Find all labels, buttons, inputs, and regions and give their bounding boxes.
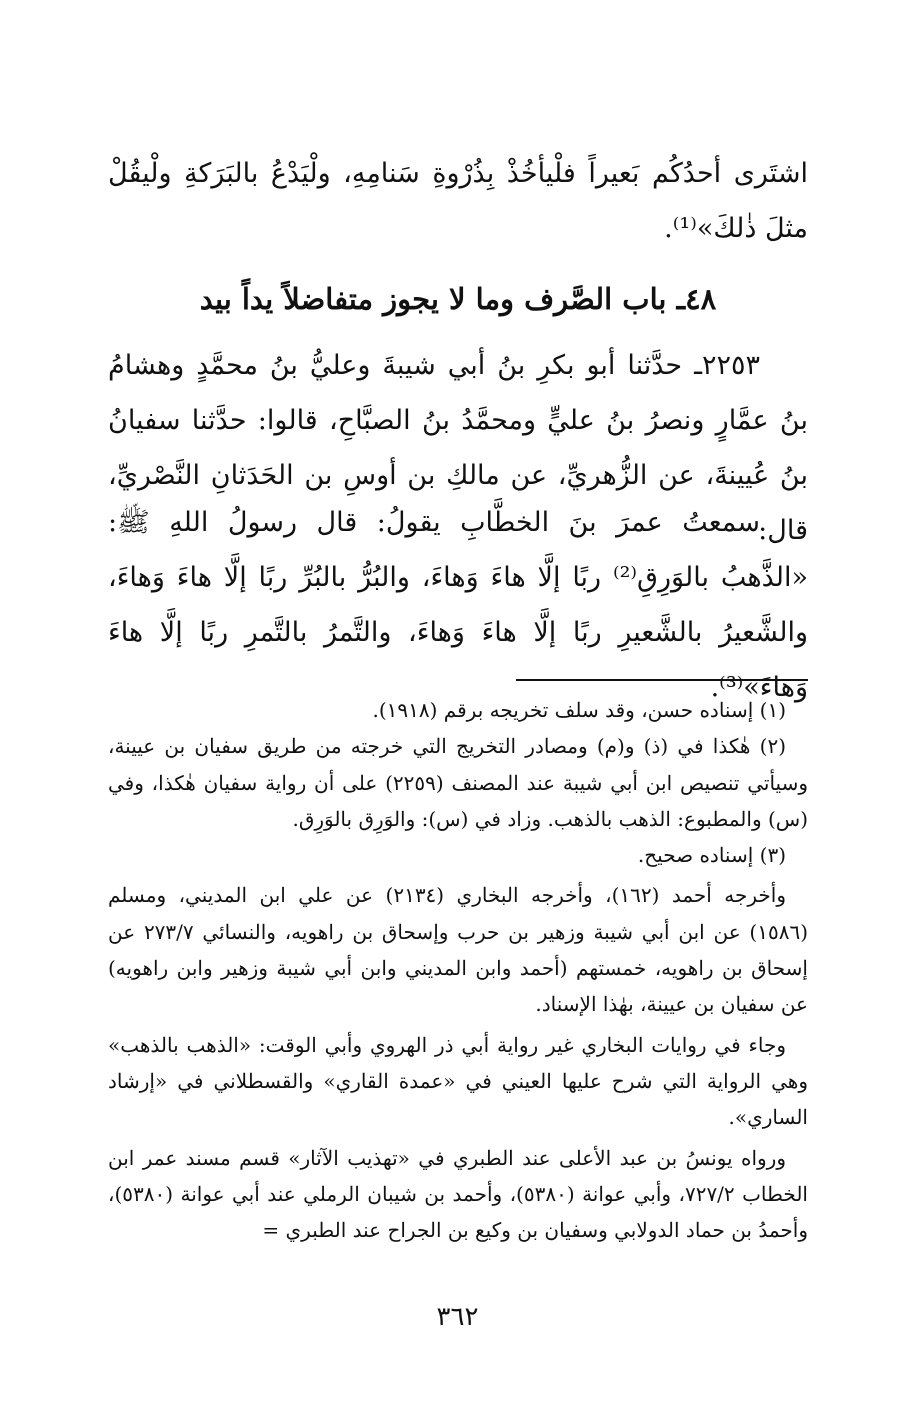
page-number: ٣٦٢: [436, 1302, 479, 1332]
hadith-matn-text: سمعتُ عمرَ بنَ الخطَّابِ يقولُ: قال رسولُ اللهِ ﷺ: «الذَّهبُ بالوَرِقِ⁽²⁾ ربًا إلَّا هاءَ وَهاءَ، والبُرُّ بالبُرِّ ربًا إلَّا هاءَ وَهاءَ، والشَّعيرُ بالشَّعيرِ ربًا إلَّا هاءَ وَهاءَ، والتَّمرُ بالتَّمرِ ربًا إلَّا هاءَ وَهاءَ»⁽³⁾.: [108, 507, 808, 703]
footnotes: [108, 692, 808, 1248]
hadith-matn: [108, 495, 808, 715]
hadith-continuation: [108, 146, 808, 256]
footnote-3: (٣) إسناده صحيح.: [637, 843, 786, 868]
footnote-2: (٢) هٰكذا في (ذ) و(م) ومصادر التخريج التي خرجته من طريق سفيان بن عيينة، وسيأتي تنصيص ابن أبي شيبة عند المصنف (٢٢٥٩) على أن رواية سفيان هٰكذا، وفي (س) والمطبوع: الذهب بالذهب. وزاد في (س): والوَرِق بالوَرِق.: [108, 734, 808, 831]
footnote-1: (١) إسناده حسن، وقد سلف تخريجه برقم (١٩١٨).: [372, 698, 786, 722]
chapter-title: ٤٨ـ باب الصَّرف وما لا يجوز متفاضلاً يداً بيد: [199, 282, 717, 316]
footnote-3-paragraph-3: ورواه يونسُ بن عبد الأعلى عند الطبري في «تهذيب الآثار» قسم مسند عمر ابن الخطاب ٧٢٧/٢، وأبي عوانة (٥٣٨٠)، وأحمد بن شيبان الرملي عند أبي عوانة (٥٣٨٠)، وأحمدُ بن حماد الدولابي وسفيان بن وكيع بن الجراح عند الطبري =: [108, 1145, 808, 1243]
footnote-3-paragraph-1: وأخرجه أحمد (١٦٢)، وأخرجه البخاري (٢١٣٤) عن علي ابن المديني، ومسلم (١٥٨٦) عن ابن أبي شيبة وزهير بن حرب وإسحاق بن راهويه، والنسائي ٢٧٣/٧ عن إسحاق بن راهويه، خمستهم (أحمد وابن المديني وابن أبي شيبة وزهير وابن راهويه) عن سفيان بن عيينة، بهٰذا الإسناد.: [108, 883, 809, 1017]
hadith-isnad-text: ٢٢٥٣ـ حدَّثنا أبو بكرِ بنُ أبي شيبةَ وعليُّ بنُ محمَّدٍ وهشامُ بنُ عمَّارٍ ونصرُ بنُ عليٍّ ومحمَّدُ بنُ الصبَّاحِ، قالوا: حدَّثنا سفيانُ بنُ عُيينةَ، عن الزُّهريِّ، عن مالكِ بن أوسِ بن الحَدَثانِ النَّصْريِّ، قال:: [108, 350, 808, 546]
footnote-divider: [516, 679, 808, 681]
hadith-continuation-text: اشتَرى أحدُكُم بَعيراً فلْيأخُذْ بِذُرْوةِ سَنامِهِ، ولْيَدْعُ بالبَرَكةِ ولْيقُلْ مثلَ ذٰلكَ»⁽¹⁾.: [108, 158, 808, 244]
footnote-3-paragraph-2: وجاء في روايات البخاري غير رواية أبي ذر الهروي وأبي الوقت: «الذهب بالذهب» وهي الرواية التي شرح عليها العيني في «عمدة القاري» والقسطلاني في «إرشاد الساري».: [108, 1032, 808, 1130]
